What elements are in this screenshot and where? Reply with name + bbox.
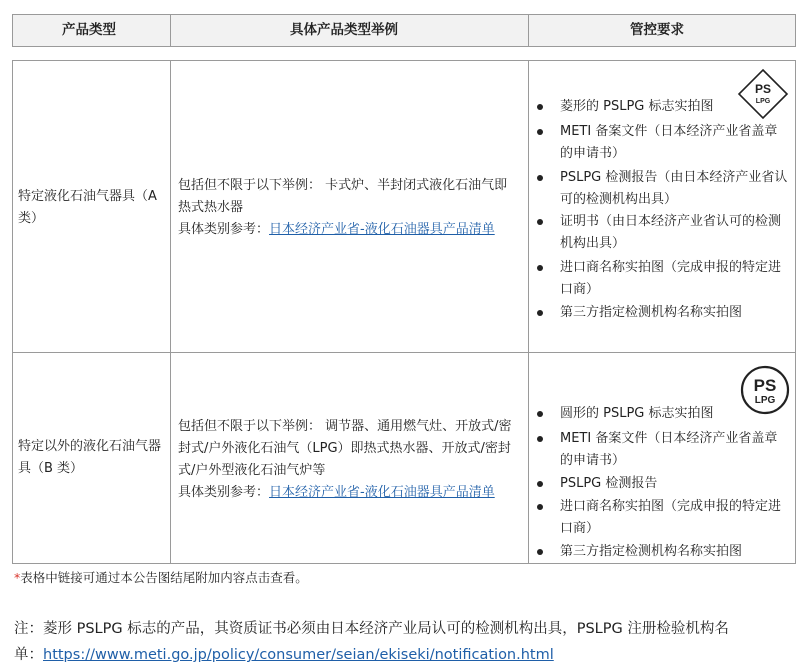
table-border [12,563,796,564]
table-border [12,46,796,47]
requirement-item: 口商） [560,521,600,536]
table-border [528,14,529,47]
diamond-mark-text-bottom: LPG [755,98,771,105]
bullet-icon [537,310,543,316]
reference-line [178,220,495,240]
requirement-item: PSLPG 检测报告 [560,476,658,491]
column-header-product-type: 产品类型 [62,22,116,38]
reference-line [178,483,495,503]
example-text: 包括但不限于以下举例： 卡式炉、半封闭式液化石油气即 [178,178,508,193]
table-border [795,14,796,47]
example-text: 式/户外型液化石油气炉等 [178,463,326,478]
note-url-line [14,645,554,665]
requirement-item: 的申请书） [560,453,626,468]
requirement-item: 口商） [560,282,600,297]
example-text: 热式热水器 [178,200,244,215]
requirement-item: 菱形的 PSLPG 标志实拍图 [560,99,714,114]
bullet-icon [537,175,543,181]
footnote-text: 表格中链接可通过本公告图结尾附加内容点击查看。 [20,570,308,585]
pslpg-diamond-mark-icon [737,68,789,120]
circle-mark-text-bottom: LPG [754,395,776,406]
footnote [14,568,308,588]
requirement-item: 第三方指定检测机构名称实拍图 [560,544,743,559]
bullet-icon [537,549,543,555]
table-border [170,60,171,564]
requirement-item: 进口商名称实拍图（完成申报的特定进 [560,260,782,275]
table-border [170,14,171,47]
table-border [12,60,796,61]
example-text: 封式/户外液化石油气（LPG）即热式热水器、开放式/密封 [178,441,511,456]
bullet-icon [537,265,543,271]
product-type-cell: 特定液化石油气器具（A [18,189,157,204]
diamond-mark-text-top: PS [754,82,772,96]
table-border [795,60,796,564]
requirement-item: 第三方指定检测机构名称实拍图 [560,305,743,320]
footnote-star: * [14,570,21,585]
meti-notification-url-link[interactable]: https://www.meti.go.jp/policy/consumer/seian/ekiseki/notification.html [43,647,554,663]
requirement-item: 圆形的 PSLPG 标志实拍图 [560,406,714,421]
requirement-item: PSLPG 检测报告（由日本经济产业省认 [560,170,788,185]
example-text: 包括但不限于以下举例： 调节器、通用燃气灶、开放式/密 [178,419,512,434]
requirement-item: 的申请书） [560,146,626,161]
reference-label: 具体类别参考： [178,222,270,237]
reference-label: 具体类别参考： [178,485,270,500]
table-border [528,60,529,564]
requirement-item: 可的检测机构出具） [560,192,678,207]
column-header-examples: 具体产品类型举例 [290,22,398,38]
requirement-item: METI 备案文件（日本经济产业省盖章 [560,124,778,139]
requirement-item: 进口商名称实拍图（完成申报的特定进 [560,499,782,514]
column-header-requirements: 管控要求 [630,22,684,38]
pslpg-circle-mark-icon [739,364,791,416]
product-type-cell: 具（B 类） [18,461,84,476]
table-border [12,60,13,564]
requirement-item: METI 备案文件（日本经济产业省盖章 [560,431,778,446]
bullet-icon [537,104,543,110]
table-border [12,352,796,353]
bullet-icon [537,481,543,487]
bullet-icon [537,436,543,442]
table-border [12,14,13,47]
meti-product-list-link[interactable]: 日本经济产业省-液化石油器具产品清单 [269,485,495,500]
note-line: 注：菱形 PSLPG 标志的产品，其资质证书必须由日本经济产业局认可的检测机构出具，PSLPG 注册检验机构名 [14,621,729,637]
bullet-icon [537,129,543,135]
requirement-item: 证明书（由日本经济产业省认可的检测 [560,214,782,229]
circle-mark-text-top: PS [753,376,777,395]
product-type-cell: 类） [18,211,45,226]
bullet-icon [537,219,543,225]
product-type-cell: 特定以外的液化石油气器 [18,439,162,454]
meti-product-list-link[interactable]: 日本经济产业省-液化石油器具产品清单 [269,222,495,237]
table-border [12,14,796,15]
requirement-item: 机构出具） [560,236,626,251]
note-prefix: 单： [14,647,43,663]
bullet-icon [537,504,543,510]
bullet-icon [537,411,543,417]
